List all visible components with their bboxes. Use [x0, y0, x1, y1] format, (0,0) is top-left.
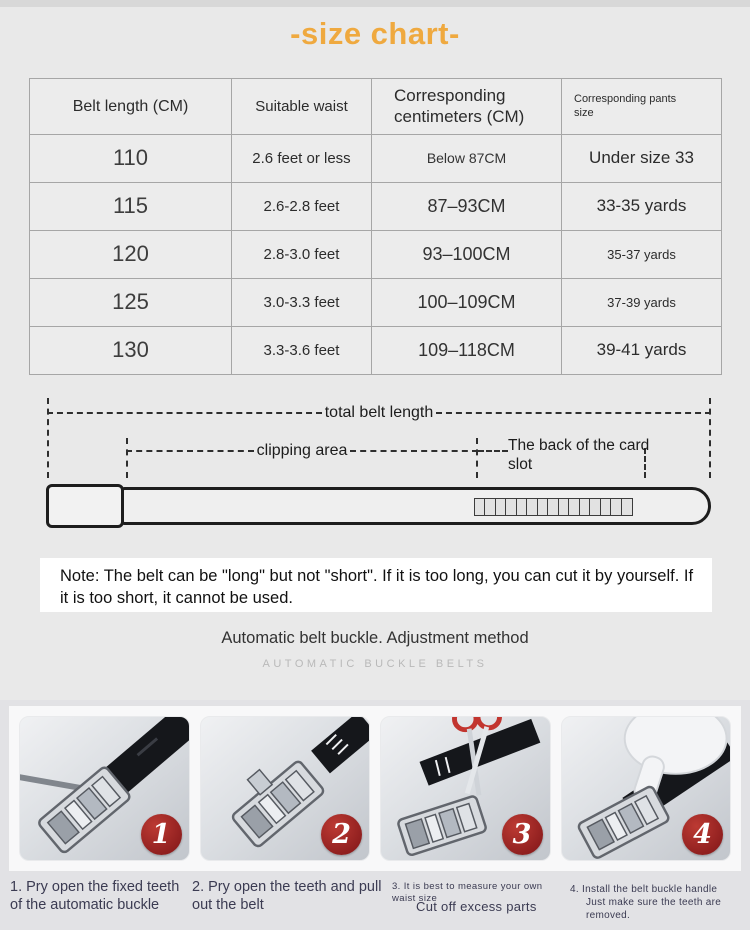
table-cell: 2.8-3.0 feet	[232, 231, 372, 279]
clipping-area-label: clipping area	[256, 442, 348, 459]
size-table	[29, 78, 722, 375]
dash-segment	[350, 450, 478, 452]
table-cell: Under size 33	[562, 135, 722, 183]
step-photo-3	[380, 716, 551, 861]
table-cell: 37-39 yards	[562, 279, 722, 327]
dash-segment	[478, 450, 508, 452]
instruction-photo-strip	[8, 705, 742, 872]
step-caption-3-note: Cut off excess parts	[416, 899, 537, 914]
table-cell: 115	[30, 183, 232, 231]
table-cell: 100–109CM	[372, 279, 562, 327]
dash-segment	[47, 412, 322, 414]
step-caption-4: 4. Install the belt buckle handle	[570, 884, 718, 895]
top-divider	[0, 0, 750, 7]
table-cell: 2.6 feet or less	[232, 135, 372, 183]
table-header-corresponding-cm: Corresponding centimeters (CM)	[372, 79, 562, 135]
card-slot-label-line2: slot	[508, 456, 533, 474]
table-cell: 120	[30, 231, 232, 279]
step-number-badge: 3	[502, 814, 543, 855]
belt-teeth	[475, 498, 633, 516]
step-photo-4	[561, 716, 732, 861]
table-cell: 87–93CM	[372, 183, 562, 231]
page-title: -size chart-	[290, 16, 460, 51]
total-length-label: total belt length	[324, 404, 434, 421]
table-cell: 3.3-3.6 feet	[232, 327, 372, 375]
section-title: Automatic belt buckle. Adjustment method	[221, 629, 529, 647]
clipping-area-line	[126, 441, 478, 461]
table-cell: 39-41 yards	[562, 327, 722, 375]
table-cell: 109–118CM	[372, 327, 562, 375]
dash-segment	[436, 412, 711, 414]
table-header-suitable-waist: Suitable waist	[232, 79, 372, 135]
slot-leader-line	[478, 441, 508, 461]
total-length-line	[47, 403, 711, 423]
step-caption-4-note: Just make sure the teeth are removed.	[586, 897, 722, 921]
step-number-badge: 4	[682, 814, 723, 855]
table-cell: Below 87CM	[372, 135, 562, 183]
table-cell: 35-37 yards	[562, 231, 722, 279]
step-photo-2	[200, 716, 371, 861]
step-photo-1	[19, 716, 190, 861]
table-cell: 110	[30, 135, 232, 183]
card-slot-label	[508, 436, 649, 475]
step-caption-2: 2. Pry open the teeth and pull out the belt	[192, 879, 382, 914]
note-strip: Note: The belt can be "long" but not "short". If it is too long, you can cut it by yourself. If it is too short, it cannot be used.	[40, 558, 712, 612]
belt-tooth	[621, 498, 633, 516]
table-cell: 130	[30, 327, 232, 375]
step-caption-3: 3. It is best to measure your own waist size	[392, 881, 543, 904]
table-cell: 125	[30, 279, 232, 327]
step-caption-1: 1. Pry open the fixed teeth of the automatic buckle	[10, 879, 180, 914]
table-cell: 93–100CM	[372, 231, 562, 279]
card-slot-label-line1: The back of the card	[508, 437, 650, 454]
table-cell: 2.6-2.8 feet	[232, 183, 372, 231]
table-cell: 33-35 yards	[562, 183, 722, 231]
dash-segment	[126, 450, 254, 452]
table-cell: 3.0-3.3 feet	[232, 279, 372, 327]
step-number-badge: 1	[141, 814, 182, 855]
table-header-belt-length: Belt length (CM)	[30, 79, 232, 135]
step-number-badge: 2	[321, 814, 362, 855]
section-subtitle: AUTOMATIC BUCKLE BELTS	[262, 658, 488, 670]
belt-buckle-outline	[46, 484, 124, 528]
table-header-pants-size: Corresponding pants size	[562, 79, 722, 135]
